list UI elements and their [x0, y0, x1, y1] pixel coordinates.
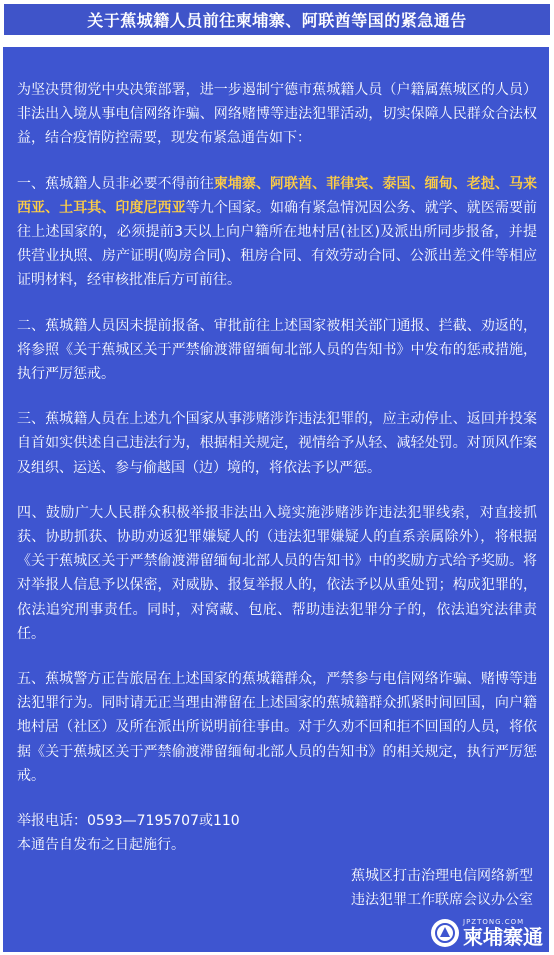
report-hotline: 举报电话：0593—7195707或110	[17, 813, 240, 830]
section-1-rest: 等九个国家。如确有紧急情况因公务、就学、就医需要前往上述国家的，必须提前3天以上向户籍所在地村居(社区)及派出所同步报备，并提供营业执照、房产证明(购房合同)、租房合同、有效劳动合同、公派出差文件等相应证明材料，经审核批准后方可前往。	[17, 199, 538, 289]
notice-body	[3, 47, 549, 952]
notice-section-1	[17, 172, 537, 293]
section-1-countries: 柬埔寨、阿联酋、菲律宾、泰国、缅甸、老挝、马来西亚、土耳其、印度尼西亚	[17, 175, 538, 216]
notice-section-5: 五、蕉城警方正告旅居在上述国家的蕉城籍群众，严禁参与电信网络诈骗、赌博等违法犯罪行为。同时请无正当理由滞留在上述国家的蕉城籍群众抓紧时间回国，向户籍地村居（社区）及所在派出所说明前往事由。对于久劝不回和拒不回国的人员，将依据《关于蕉城区关于严禁偷渡滞留缅甸北部人员的告知书》的相关规定，执行严厉惩戒。	[17, 671, 537, 784]
watermark	[431, 918, 543, 948]
notice-section-3: 三、蕉城籍人员在上述九个国家从事涉赌涉诈违法犯罪的，应主动停止、返回并投案自首如实供述自己违法行为，根据相关规定，视情给予从轻、减轻处罚。对顶风作案及组织、运送、参与偷越国（边）境的，将依法予以严惩。	[17, 411, 537, 476]
watermark-logo-icon	[431, 919, 459, 947]
watermark-name: 柬埔寨通	[463, 925, 543, 949]
issuer-line-2: 违法犯罪工作联席会议办公室	[351, 892, 533, 908]
notice-section-4: 四、鼓励广大人民群众积极举报非法出入境实施涉赌涉诈违法犯罪线索，对直接抓获、协助抓获、协助劝返犯罪嫌疑人的（违法犯罪嫌疑人的直系亲属除外），将根据《关于蕉城区关于严禁偷渡滞留缅甸北部人员的告知书》中的奖励方式给予奖励。将对举报人信息予以保密，对威胁、报复举报人的，依法予以从重处罚；构成犯罪的，依法追究刑事责任。同时，对窝藏、包庇、帮助违法犯罪分子的，依法追究法律责任。	[17, 504, 537, 642]
watermark-domain: JPZTONG.COM	[463, 918, 525, 926]
notice-title: 关于蕉城籍人员前往柬埔寨、阿联酋等国的紧急通告	[4, 4, 550, 35]
effective-statement: 本通告自发布之日起施行。	[17, 837, 185, 854]
issuer-line-1: 蕉城区打击治理电信网络新型	[351, 868, 533, 884]
contact-block	[17, 809, 537, 857]
issuer-signature	[351, 864, 533, 912]
notice-intro: 为坚决贯彻党中央决策部署，进一步遏制宁德市蕉城籍人员（户籍属蕉城区的人员）非法出入境从事电信网络诈骗、网络赌博等违法犯罪活动，切实保障人民群众合法权益，结合疫情防控需要，现发布紧急通告如下：	[17, 82, 537, 147]
notice-section-2: 二、蕉城籍人员因未提前报备、审批前往上述国家被相关部门通报、拦截、劝返的，将参照《关于蕉城区关于严禁偷渡滞留缅甸北部人员的告知书》中发布的惩戒措施，执行严厉惩戒。	[17, 317, 537, 383]
section-1-lead: 一、蕉城籍人员非必要不得前往	[17, 175, 214, 192]
